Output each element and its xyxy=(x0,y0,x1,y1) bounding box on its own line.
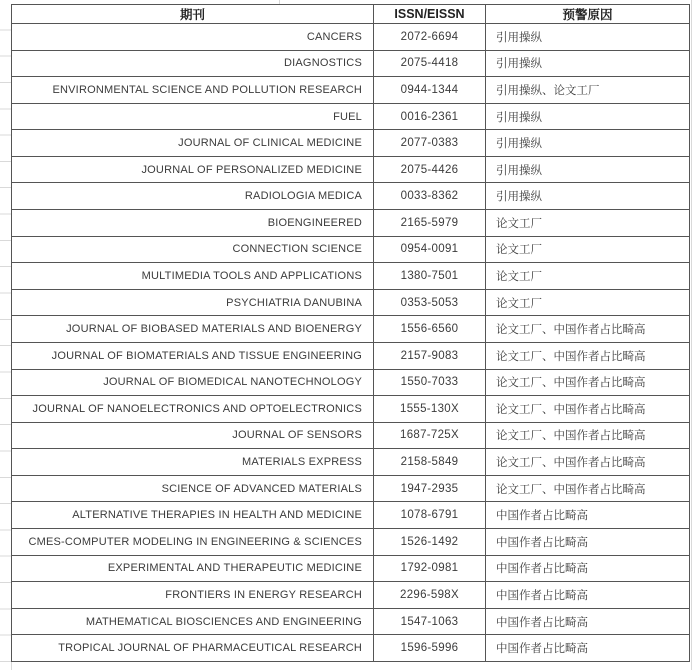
issn-cell: 0033-8362 xyxy=(374,183,486,210)
table-row xyxy=(12,342,690,369)
issn-cell: 1547-1063 xyxy=(374,608,486,635)
table-row xyxy=(12,369,690,396)
excel-row-gridlines xyxy=(0,4,11,662)
table-row xyxy=(12,475,690,502)
issn-cell: 1596-5996 xyxy=(374,635,486,662)
warning-reason-cell: 论文工厂、中国作者占比畸高 xyxy=(486,369,690,396)
warning-reason-cell: 引用操纵 xyxy=(486,50,690,77)
table-body xyxy=(12,24,690,662)
table-row xyxy=(12,50,690,77)
journal-name-cell: MULTIMEDIA TOOLS AND APPLICATIONS xyxy=(12,263,374,290)
table-row xyxy=(12,130,690,157)
journal-name-cell: JOURNAL OF BIOBASED MATERIALS AND BIOENERGY xyxy=(12,316,374,343)
table-row xyxy=(12,210,690,237)
table-row xyxy=(12,183,690,210)
journal-name-cell: TROPICAL JOURNAL OF PHARMACEUTICAL RESEARCH xyxy=(12,635,374,662)
warning-reason-cell: 论文工厂、中国作者占比畸高 xyxy=(486,449,690,476)
issn-cell: 1380-7501 xyxy=(374,263,486,290)
journal-name-cell: FUEL xyxy=(12,103,374,130)
warning-reason-cell: 引用操纵 xyxy=(486,156,690,183)
table-row xyxy=(12,236,690,263)
col-header-reason: 预警原因 xyxy=(486,5,690,24)
journal-name-cell: ENVIRONMENTAL SCIENCE AND POLLUTION RESEARCH xyxy=(12,77,374,104)
journal-name-cell: CANCERS xyxy=(12,24,374,51)
journal-name-cell: PSYCHIATRIA DANUBINA xyxy=(12,289,374,316)
issn-cell: 1947-2935 xyxy=(374,475,486,502)
issn-cell: 1078-6791 xyxy=(374,502,486,529)
issn-cell: 1550-7033 xyxy=(374,369,486,396)
journal-name-cell: CMES-COMPUTER MODELING IN ENGINEERING & SCIENCES xyxy=(12,528,374,555)
journal-name-cell: JOURNAL OF NANOELECTRONICS AND OPTOELECTRONICS xyxy=(12,396,374,423)
journal-name-cell: BIOENGINEERED xyxy=(12,210,374,237)
table-row xyxy=(12,502,690,529)
issn-cell: 2075-4426 xyxy=(374,156,486,183)
warning-reason-cell: 论文工厂、中国作者占比畸高 xyxy=(486,396,690,423)
journal-name-cell: DIAGNOSTICS xyxy=(12,50,374,77)
issn-cell: 2296-598X xyxy=(374,582,486,609)
issn-cell: 2157-9083 xyxy=(374,342,486,369)
warning-reason-cell: 中国作者占比畸高 xyxy=(486,635,690,662)
table-row xyxy=(12,156,690,183)
journal-name-cell: EXPERIMENTAL AND THERAPEUTIC MEDICINE xyxy=(12,555,374,582)
issn-cell: 2158-5849 xyxy=(374,449,486,476)
issn-cell: 0954-0091 xyxy=(374,236,486,263)
table-row xyxy=(12,396,690,423)
issn-cell: 1687-725X xyxy=(374,422,486,449)
issn-cell: 1556-6560 xyxy=(374,316,486,343)
issn-cell: 0016-2361 xyxy=(374,103,486,130)
table-row xyxy=(12,582,690,609)
table-row xyxy=(12,635,690,662)
warning-reason-cell: 论文工厂、中国作者占比畸高 xyxy=(486,342,690,369)
warning-reason-cell: 引用操纵 xyxy=(486,103,690,130)
issn-cell: 2165-5979 xyxy=(374,210,486,237)
excel-column-gridline-stub xyxy=(11,662,12,670)
warning-reason-cell: 论文工厂 xyxy=(486,263,690,290)
journal-name-cell: MATHEMATICAL BIOSCIENCES AND ENGINEERING xyxy=(12,608,374,635)
warning-reason-cell: 论文工厂、中国作者占比畸高 xyxy=(486,316,690,343)
journal-name-cell: JOURNAL OF SENSORS xyxy=(12,422,374,449)
journal-name-cell: RADIOLOGIA MEDICA xyxy=(12,183,374,210)
journal-name-cell: MATERIALS EXPRESS xyxy=(12,449,374,476)
warning-reason-cell: 论文工厂、中国作者占比畸高 xyxy=(486,422,690,449)
warning-reason-cell: 中国作者占比畸高 xyxy=(486,608,690,635)
issn-cell: 2077-0383 xyxy=(374,130,486,157)
table-row xyxy=(12,528,690,555)
table-row xyxy=(12,263,690,290)
warning-reason-cell: 中国作者占比畸高 xyxy=(486,555,690,582)
issn-cell: 2075-4418 xyxy=(374,50,486,77)
warning-reason-cell: 论文工厂 xyxy=(486,289,690,316)
table-row xyxy=(12,24,690,51)
journal-name-cell: JOURNAL OF CLINICAL MEDICINE xyxy=(12,130,374,157)
warning-reason-cell: 中国作者占比畸高 xyxy=(486,582,690,609)
warning-reason-cell: 论文工厂、中国作者占比畸高 xyxy=(486,475,690,502)
issn-cell: 0944-1344 xyxy=(374,77,486,104)
journal-name-cell: FRONTIERS IN ENERGY RESEARCH xyxy=(12,582,374,609)
table-row xyxy=(12,608,690,635)
header-row xyxy=(12,5,690,24)
col-header-issn: ISSN/EISSN xyxy=(374,5,486,24)
excel-column-gridline xyxy=(691,0,692,670)
journal-name-cell: JOURNAL OF PERSONALIZED MEDICINE xyxy=(12,156,374,183)
warning-reason-cell: 中国作者占比畸高 xyxy=(486,528,690,555)
table-row xyxy=(12,449,690,476)
journal-name-cell: SCIENCE OF ADVANCED MATERIALS xyxy=(12,475,374,502)
table-row xyxy=(12,77,690,104)
issn-cell: 1526-1492 xyxy=(374,528,486,555)
warning-reason-cell: 论文工厂 xyxy=(486,236,690,263)
warning-reason-cell: 引用操纵 xyxy=(486,130,690,157)
journal-name-cell: ALTERNATIVE THERAPIES IN HEALTH AND MEDICINE xyxy=(12,502,374,529)
table-row xyxy=(12,422,690,449)
table-row xyxy=(12,289,690,316)
col-header-journal: 期刊 xyxy=(12,5,374,24)
table-row xyxy=(12,316,690,343)
issn-cell: 1555-130X xyxy=(374,396,486,423)
warning-reason-cell: 引用操纵 xyxy=(486,183,690,210)
warning-reason-cell: 引用操纵 xyxy=(486,24,690,51)
journal-name-cell: JOURNAL OF BIOMEDICAL NANOTECHNOLOGY xyxy=(12,369,374,396)
journal-name-cell: JOURNAL OF BIOMATERIALS AND TISSUE ENGINEERING xyxy=(12,342,374,369)
warning-reason-cell: 引用操纵、论文工厂 xyxy=(486,77,690,104)
issn-cell: 2072-6694 xyxy=(374,24,486,51)
warning-reason-cell: 论文工厂 xyxy=(486,210,690,237)
warning-reason-cell: 中国作者占比畸高 xyxy=(486,502,690,529)
journal-name-cell: CONNECTION SCIENCE xyxy=(12,236,374,263)
table-row xyxy=(12,555,690,582)
table-row xyxy=(12,103,690,130)
issn-cell: 1792-0981 xyxy=(374,555,486,582)
issn-cell: 0353-5053 xyxy=(374,289,486,316)
warning-journals-table xyxy=(11,4,690,662)
